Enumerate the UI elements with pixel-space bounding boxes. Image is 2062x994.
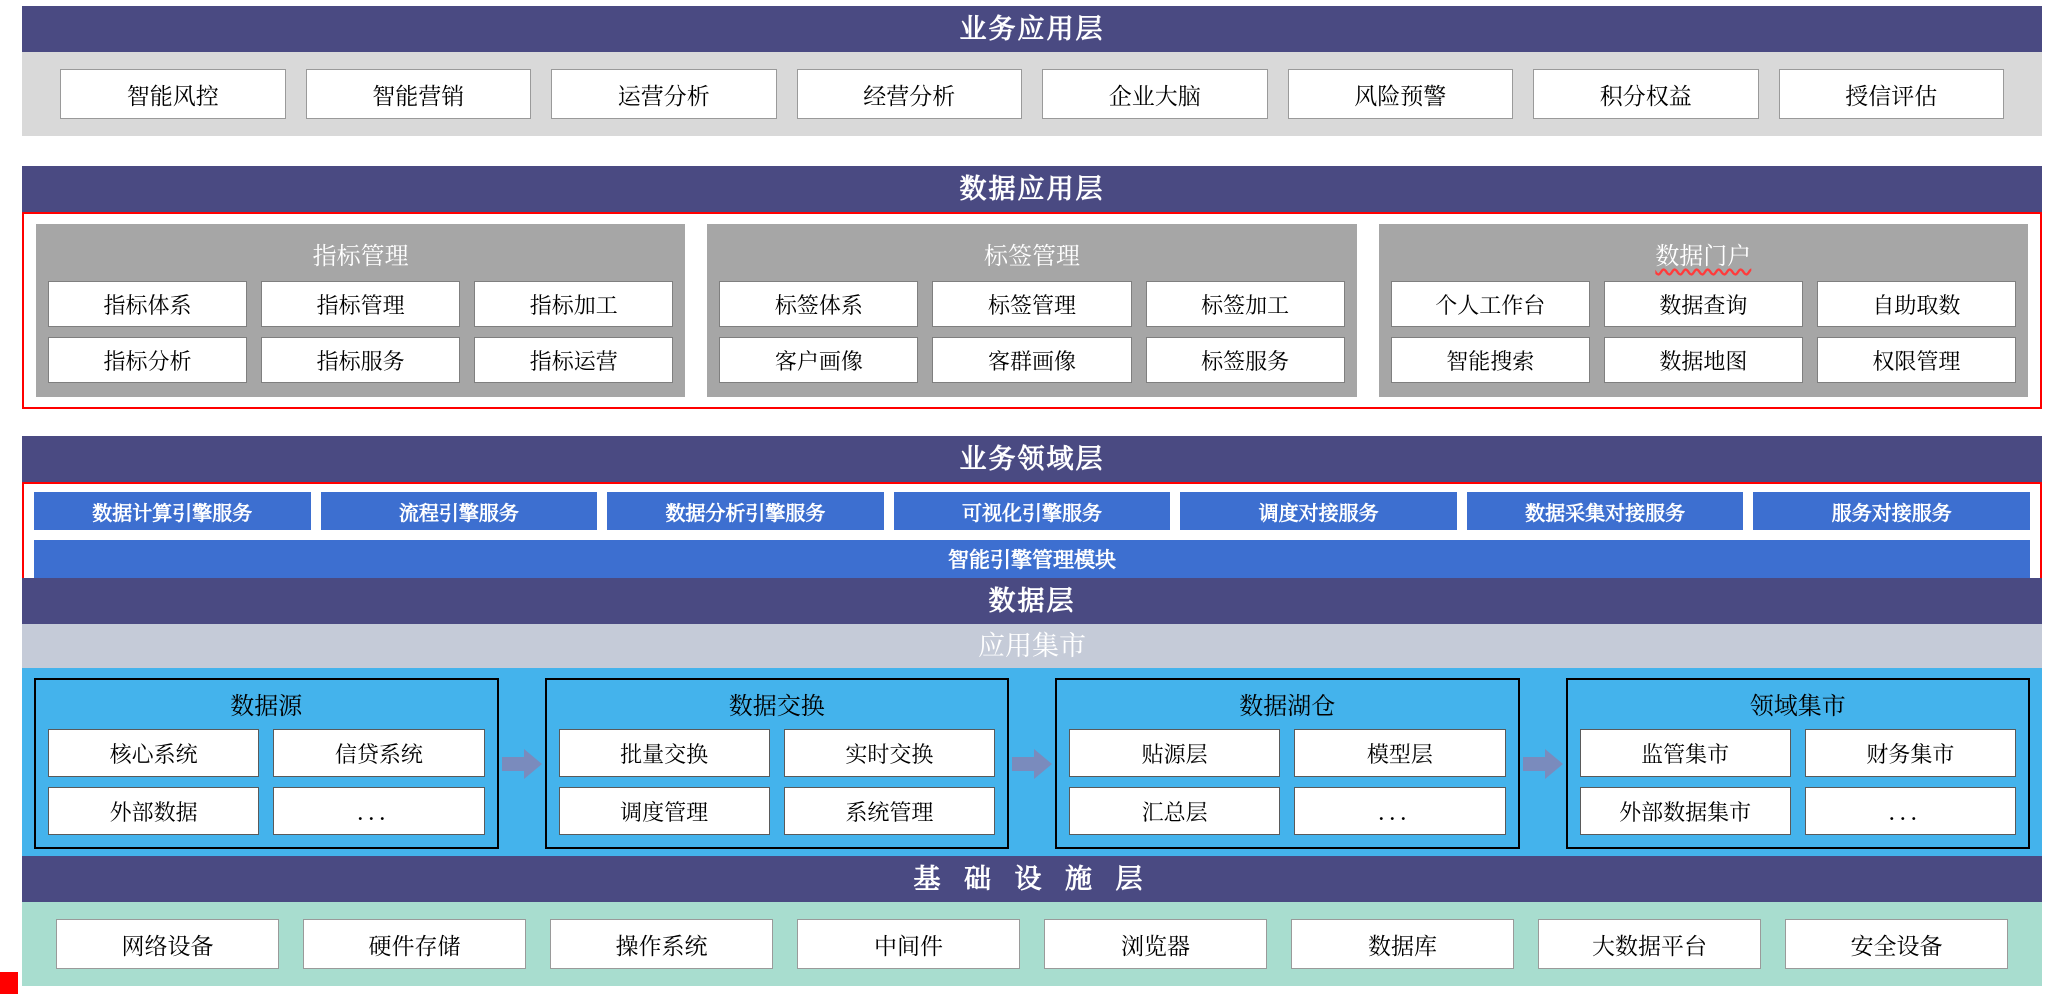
cell-model-layer[interactable]: 模型层 [1294,729,1505,777]
group-data-lakehouse-items [1069,729,1506,835]
group-tag-management-items [719,281,1344,383]
data-layer-groups [22,668,2042,859]
group-indicator-management-items [48,281,673,383]
data-layer [22,578,2042,859]
infra-item-big-data-platform[interactable]: 大数据平台 [1538,919,1761,969]
business-application-layer [22,6,2042,136]
engine-scheduling-integration[interactable]: 调度对接服务 [1180,492,1457,530]
group-data-portal-title: 数据门户 [1655,243,1752,270]
cell-regulatory-market[interactable]: 监管集市 [1580,729,1791,777]
engine-data-compute[interactable]: 数据计算引擎服务 [34,492,311,530]
infra-item-browser[interactable]: 浏览器 [1044,919,1267,969]
group-indicator-management [36,224,685,397]
cell-lakehouse-more[interactable]: ．．． [1294,787,1505,835]
cell-intelligent-search[interactable]: 智能搜索 [1391,337,1590,383]
group-data-lakehouse-title: 数据湖仓 [1239,693,1336,720]
infra-item-security-equipment[interactable]: 安全设备 [1785,919,2008,969]
cell-credit-system[interactable]: 信贷系统 [273,729,484,777]
business-item-enterprise-brain[interactable]: 企业大脑 [1042,69,1268,119]
cell-core-system[interactable]: 核心系统 [48,729,259,777]
group-data-exchange [545,678,1010,849]
group-domain-market [1566,678,2031,849]
arrow-right-icon-2 [1009,747,1055,781]
cell-tag-management[interactable]: 标签管理 [932,281,1131,327]
cell-indicator-operation[interactable]: 指标运营 [474,337,673,383]
cell-domain-market-more[interactable]: ．．． [1805,787,2016,835]
engine-service-integration[interactable]: 服务对接服务 [1753,492,2030,530]
business-item-management-analysis[interactable]: 经营分析 [797,69,1023,119]
cell-system-management[interactable]: 系统管理 [784,787,995,835]
cell-data-source-more[interactable]: ．．． [273,787,484,835]
infra-item-database[interactable]: 数据库 [1291,919,1514,969]
cell-source-layer[interactable]: 贴源层 [1069,729,1280,777]
data-application-layer-title: 数据应用层 [22,166,2042,212]
cell-indicator-analysis[interactable]: 指标分析 [48,337,247,383]
business-domain-layer [22,436,2042,590]
arrow-right-icon-3 [1520,747,1566,781]
cell-permission-management[interactable]: 权限管理 [1817,337,2016,383]
infrastructure-items [22,902,2042,986]
cell-external-data[interactable]: 外部数据 [48,787,259,835]
cell-scheduling-management[interactable]: 调度管理 [559,787,770,835]
group-indicator-management-title: 指标管理 [312,243,409,270]
business-application-layer-title: 业务应用层 [22,6,2042,52]
group-data-source-title: 数据源 [230,693,303,720]
group-tag-management-title: 标签管理 [983,243,1080,270]
business-item-risk-warning[interactable]: 风险预警 [1288,69,1514,119]
group-domain-market-items [1580,729,2017,835]
business-item-operation-analysis[interactable]: 运营分析 [551,69,777,119]
cell-customer-group-profile[interactable]: 客群画像 [932,337,1131,383]
infrastructure-layer [22,856,2042,986]
cell-data-map[interactable]: 数据地图 [1604,337,1803,383]
infra-item-hardware-storage[interactable]: 硬件存储 [303,919,526,969]
intelligent-engine-management-module[interactable]: 智能引擎管理模块 [34,540,2030,578]
cell-tag-processing[interactable]: 标签加工 [1146,281,1345,327]
cell-indicator-processing[interactable]: 指标加工 [474,281,673,327]
engine-data-analysis[interactable]: 数据分析引擎服务 [607,492,884,530]
cell-batch-exchange[interactable]: 批量交换 [559,729,770,777]
group-data-portal [1379,224,2028,397]
data-application-highlight-box [22,212,2042,409]
group-tag-management [707,224,1356,397]
engine-data-collection-integration[interactable]: 数据采集对接服务 [1467,492,1744,530]
infra-item-network-equipment[interactable]: 网络设备 [56,919,279,969]
infra-item-middleware[interactable]: 中间件 [797,919,1020,969]
cell-tag-service[interactable]: 标签服务 [1146,337,1345,383]
cell-personal-workbench[interactable]: 个人工作台 [1391,281,1590,327]
group-data-exchange-title: 数据交换 [728,693,825,720]
group-data-exchange-items [559,729,996,835]
cell-summary-layer[interactable]: 汇总层 [1069,787,1280,835]
business-item-points-rights[interactable]: 积分权益 [1533,69,1759,119]
business-item-credit-assessment[interactable]: 授信评估 [1779,69,2005,119]
data-application-layer [22,166,2042,409]
arrow-right-icon-1 [499,747,545,781]
business-item-intelligent-marketing[interactable]: 智能营销 [306,69,532,119]
bottom-red-marker [0,972,18,994]
cell-self-service-data[interactable]: 自助取数 [1817,281,2016,327]
infra-item-operating-system[interactable]: 操作系统 [550,919,773,969]
business-domain-highlight-box [22,482,2042,590]
cell-customer-profile[interactable]: 客户画像 [719,337,918,383]
application-market-bar: 应用集市 [22,624,2042,668]
cell-tag-system[interactable]: 标签体系 [719,281,918,327]
business-application-items [22,52,2042,136]
cell-data-query[interactable]: 数据查询 [1604,281,1803,327]
engine-visualization[interactable]: 可视化引擎服务 [894,492,1171,530]
group-domain-market-title: 领域集市 [1749,693,1846,720]
infrastructure-layer-title: 基 础 设 施 层 [22,856,2042,902]
cell-indicator-system[interactable]: 指标体系 [48,281,247,327]
group-data-portal-items [1391,281,2016,383]
group-data-source-items [48,729,485,835]
cell-finance-market[interactable]: 财务集市 [1805,729,2016,777]
data-layer-title: 数据层 [22,578,2042,624]
cell-external-data-market[interactable]: 外部数据集市 [1580,787,1791,835]
group-data-lakehouse [1055,678,1520,849]
engine-process[interactable]: 流程引擎服务 [321,492,598,530]
business-item-intelligent-risk-control[interactable]: 智能风控 [60,69,286,119]
business-domain-layer-title: 业务领域层 [22,436,2042,482]
cell-realtime-exchange[interactable]: 实时交换 [784,729,995,777]
cell-indicator-management[interactable]: 指标管理 [261,281,460,327]
cell-indicator-service[interactable]: 指标服务 [261,337,460,383]
group-data-source [34,678,499,849]
engine-services-row [34,492,2030,530]
